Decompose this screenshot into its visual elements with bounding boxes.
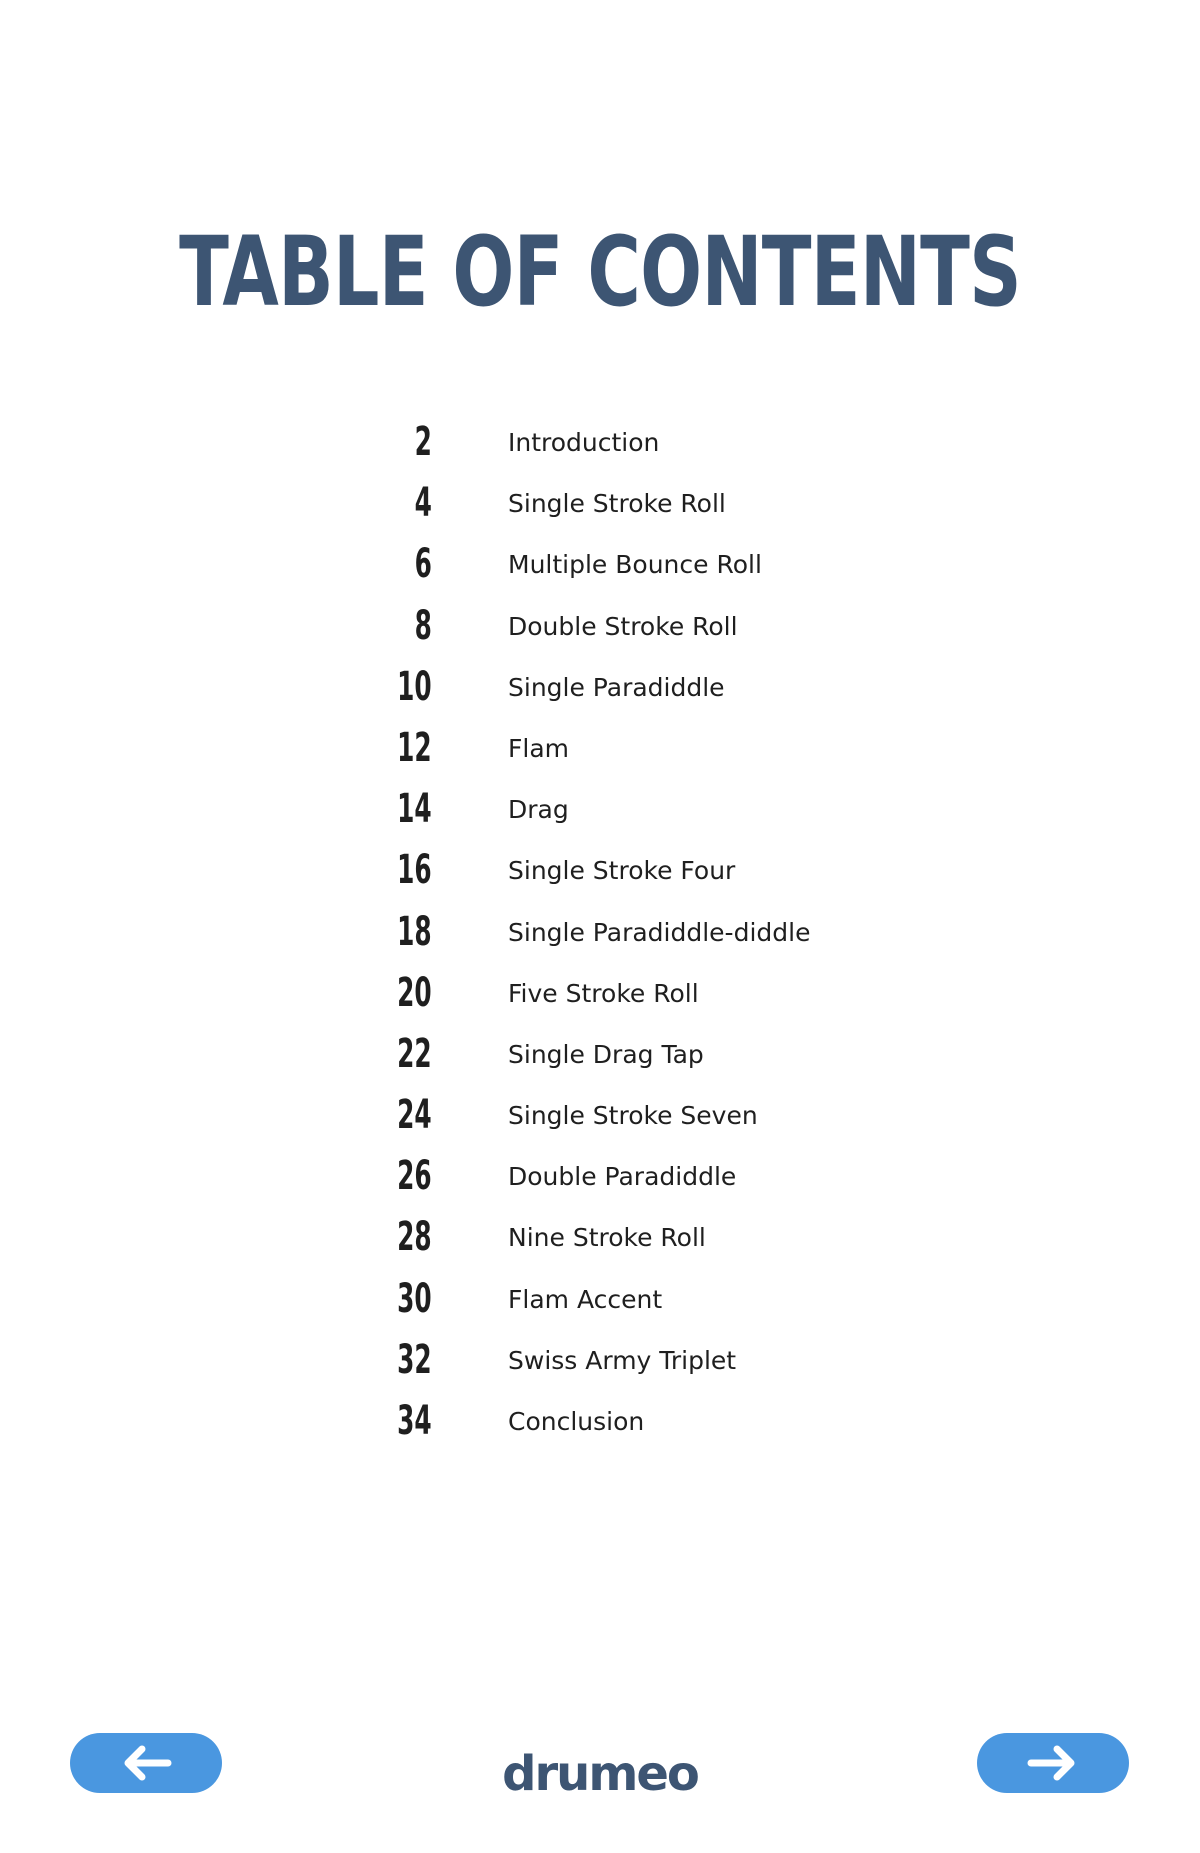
- arrow-right-icon: [1025, 1743, 1081, 1783]
- toc-title: Multiple Bounce Roll: [508, 550, 762, 580]
- toc-entry[interactable]: [0, 420, 1200, 481]
- toc-page-number: 4: [414, 480, 432, 527]
- next-page-button[interactable]: [977, 1733, 1129, 1793]
- drumeo-logo: drumeo: [502, 1746, 698, 1802]
- toc-entry[interactable]: [0, 481, 1200, 542]
- toc-page-number: 32: [397, 1336, 432, 1383]
- toc-entry[interactable]: [0, 665, 1200, 726]
- toc-title: Five Stroke Roll: [508, 978, 699, 1008]
- toc-entry[interactable]: [0, 971, 1200, 1032]
- toc-title: Single Stroke Roll: [508, 489, 726, 519]
- toc-entry[interactable]: [0, 1399, 1200, 1460]
- toc-title: Conclusion: [508, 1407, 645, 1436]
- toc-title: Double Paradiddle: [508, 1162, 737, 1192]
- toc-entry[interactable]: [0, 542, 1200, 603]
- toc-title: Single Stroke Seven: [508, 1101, 758, 1131]
- toc-page-number: 16: [397, 847, 432, 894]
- toc-entry[interactable]: [0, 910, 1200, 971]
- toc-title: Double Stroke Roll: [508, 611, 738, 641]
- toc-page-number: 24: [397, 1092, 432, 1139]
- table-of-contents: [0, 420, 1200, 1460]
- toc-title: Introduction: [508, 428, 660, 457]
- toc-page-number: 18: [397, 908, 432, 955]
- toc-entry[interactable]: [0, 1277, 1200, 1338]
- toc-entry[interactable]: [0, 1154, 1200, 1215]
- toc-entry[interactable]: [0, 848, 1200, 909]
- toc-title: Nine Stroke Roll: [508, 1223, 706, 1253]
- toc-page-number: 12: [397, 724, 432, 771]
- toc-entry[interactable]: [0, 1215, 1200, 1276]
- toc-title: Single Drag Tap: [508, 1039, 704, 1069]
- page-title: TABLE OF CONTENTS: [179, 216, 1021, 328]
- toc-title: Single Paradiddle: [508, 672, 725, 702]
- toc-title: Single Paradiddle-diddle: [508, 917, 811, 947]
- toc-page-number: 8: [414, 602, 432, 649]
- toc-title: Flam: [508, 733, 569, 763]
- toc-page-number: 20: [397, 969, 432, 1016]
- toc-title: Flam Accent: [508, 1284, 663, 1314]
- toc-entry[interactable]: [0, 787, 1200, 848]
- toc-page-number: 10: [397, 663, 432, 710]
- toc-title: Swiss Army Triplet: [508, 1345, 737, 1375]
- toc-entry[interactable]: [0, 1032, 1200, 1093]
- toc-entry[interactable]: [0, 1093, 1200, 1154]
- toc-page-number: 14: [397, 786, 432, 833]
- toc-title: Drag: [508, 795, 569, 825]
- toc-entry[interactable]: [0, 726, 1200, 787]
- toc-entry[interactable]: [0, 1338, 1200, 1399]
- toc-page-number: 30: [397, 1275, 432, 1322]
- toc-page-number: 22: [397, 1030, 432, 1077]
- toc-page-number: 26: [397, 1153, 432, 1200]
- toc-entry[interactable]: [0, 604, 1200, 665]
- toc-page-number: 34: [397, 1398, 432, 1444]
- toc-page-number: 28: [397, 1214, 432, 1261]
- toc-page-number: 2: [414, 419, 432, 465]
- toc-page-number: 6: [414, 541, 432, 588]
- toc-title: Single Stroke Four: [508, 856, 736, 886]
